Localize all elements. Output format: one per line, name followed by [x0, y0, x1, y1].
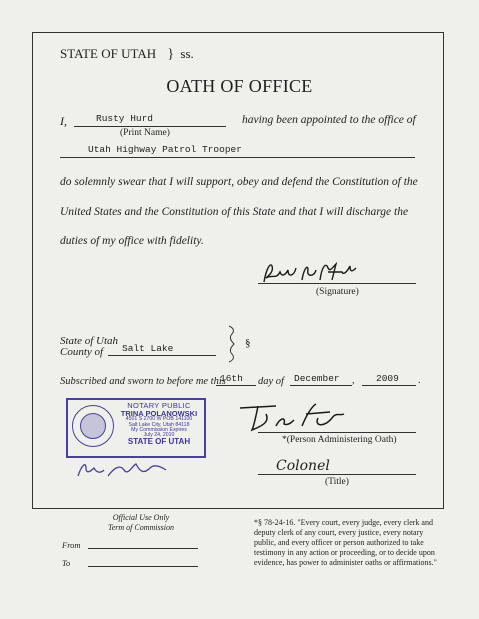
- from-underline: [88, 548, 198, 549]
- year-value: 2009: [376, 373, 399, 384]
- document-title: OATH OF OFFICE: [166, 76, 313, 96]
- day-value: 16th: [220, 373, 243, 384]
- stamp-line-3: 4501 S 2700 W POB 141100: [125, 416, 193, 423]
- state-header: [60, 46, 194, 63]
- office-underline: [60, 157, 415, 158]
- signature-underline: [258, 283, 416, 284]
- oath-line-2: United States and the Constitution of this State and that I will discharge the: [60, 206, 409, 218]
- month-value: December: [294, 373, 340, 384]
- appointed-text: having been appointed to the office of: [242, 114, 416, 126]
- print-name-caption: (Print Name): [120, 128, 170, 138]
- venue-state: State of Utah: [60, 335, 119, 347]
- stamp-line-6: July 24, 2010: [143, 432, 175, 439]
- notary-seal-icon: [72, 405, 114, 447]
- venue-bracket: [226, 324, 240, 364]
- administering-signature-image: [236, 400, 348, 434]
- stamp-line-1: NOTARY PUBLIC: [127, 401, 191, 410]
- title-underline: [258, 474, 416, 475]
- i-label: I,: [60, 114, 67, 128]
- county-underline: [108, 355, 216, 356]
- month-comma: ,: [352, 375, 355, 386]
- administering-underline: [258, 432, 416, 433]
- signature-caption: (Signature): [316, 287, 359, 297]
- to-label: To: [62, 558, 71, 568]
- year-period: .: [418, 375, 421, 386]
- notary-stamp: [66, 398, 206, 458]
- notary-signature-image: [74, 458, 174, 482]
- month-underline: [290, 385, 352, 386]
- term-heading: Term of Commission: [108, 523, 174, 532]
- subscribed-prefix: Subscribed and sworn to before me this: [60, 376, 226, 387]
- print-name-underline: [74, 126, 226, 127]
- title-value: Colonel: [276, 458, 330, 474]
- title-caption: (Title): [325, 477, 349, 487]
- stamp-line-5: My Commission Expires: [131, 426, 187, 433]
- oath-line-1: do solemnly swear that I will support, obey and defend the Constitution of the: [60, 176, 418, 188]
- ss-label: ss.: [180, 46, 194, 61]
- year-underline: [362, 385, 416, 386]
- venue-county-label: County of: [60, 346, 104, 358]
- office-value: Utah Highway Patrol Trooper: [88, 144, 242, 155]
- print-name-value: Rusty Hurd: [96, 113, 154, 124]
- stamp-line-7: STATE OF UTAH: [127, 437, 191, 447]
- day-underline: [216, 385, 256, 386]
- administering-caption: *(Person Administering Oath): [282, 435, 397, 445]
- oath-line-3: duties of my office with fidelity.: [60, 235, 204, 247]
- stamp-line-2: TRINA POLANOWSKI: [120, 408, 198, 418]
- to-underline: [88, 566, 198, 567]
- official-use-heading: Official Use Only: [112, 513, 170, 522]
- day-of-label: day of: [258, 376, 284, 387]
- from-label: From: [62, 540, 81, 550]
- state-label: STATE OF UTAH: [60, 46, 157, 61]
- county-value: Salt Lake: [122, 343, 174, 354]
- statute-footnote: *§ 78-24-16. "Every court, every judge, every clerk and deputy clerk of any court, every justice, every notary public, and every officer or person authorized to take testimony in any action or proceeding, or to decide upon evidence, has power to administer oaths or affirmations.": [254, 518, 437, 567]
- section-symbol: §: [245, 337, 251, 349]
- stamp-line-4: Salt Lake City, Utah 84118: [128, 421, 190, 428]
- brace: }: [167, 47, 175, 62]
